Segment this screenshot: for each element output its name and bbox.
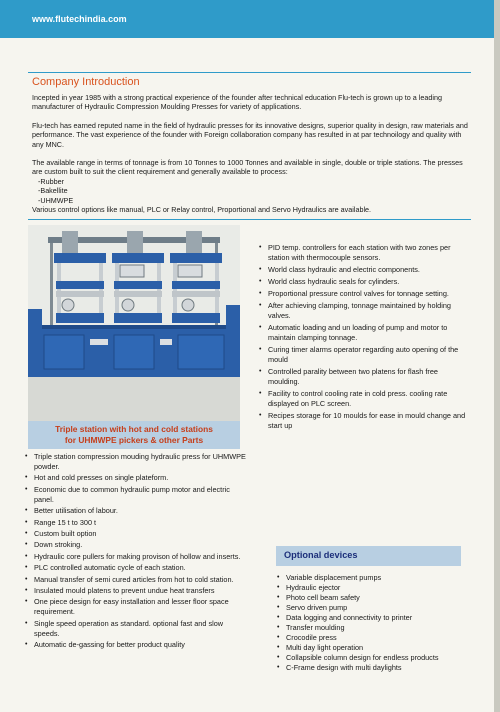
triple-station-press-image (28, 225, 240, 421)
list-item: • World class hydraulic and electric components. (259, 265, 420, 274)
list-item: • Down stroking. (25, 540, 83, 550)
intro-paragraph-2: Flu-tech has earned reputed name in the field of hydraulic presses for its innovative designs, superior quality in design, raw materials and performance. The vast experience of the founder with Foreign collaboration company has resulted in at par technoilogy and quality with any MNC. (32, 120, 468, 149)
bullet-icon: • (25, 598, 28, 606)
bullet-icon: • (259, 266, 262, 273)
list-item: • Economic due to common hydraulic pump motor and electric panel. (25, 484, 230, 504)
bullet-icon: • (259, 324, 262, 331)
bullet-icon: • (277, 624, 280, 631)
bullet-icon: • (25, 485, 28, 493)
bullet-icon: • (25, 619, 28, 627)
bullet-icon: • (25, 529, 28, 537)
bullet-icon: • (25, 453, 28, 460)
list-item: • Multi day light operation (277, 643, 364, 652)
list-item: • Facility to control cooling rate in cold press. cooling rate displayed on PLC screen. (259, 389, 448, 408)
right-feature-list (258, 243, 468, 433)
bullet-icon: • (25, 474, 28, 482)
material-uhmwpe: -UHMWPE (38, 195, 74, 205)
list-item: • PLC controlled automatic cycle of each station. (25, 563, 186, 573)
company-introduction (32, 76, 472, 214)
list-item: • Range 15 t to 300 t (25, 517, 97, 527)
list-item: • Insulated mould platens to prevent undue heat transfers (25, 585, 215, 595)
list-item: • Crocodile press (277, 633, 337, 642)
bullet-icon: • (259, 244, 262, 251)
bullet-icon: • (277, 604, 280, 611)
bullet-icon: • (25, 575, 28, 583)
list-item: • Data logging and connectivity to printer (277, 613, 413, 622)
bullet-icon: • (25, 518, 28, 526)
optional-devices-header (276, 546, 461, 566)
bullet-icon: • (277, 574, 280, 581)
caption-line-2: for UHMWPE pickers & other Parts (64, 435, 204, 445)
list-item: • Transfer moulding (277, 623, 345, 632)
bullet-icon: • (259, 302, 262, 309)
bullet-icon: • (277, 594, 280, 601)
list-item: • Hydraulic core pullers for making provison of hollow and inserts. (25, 551, 241, 561)
bullet-icon: • (25, 586, 28, 594)
bullet-icon: • (277, 644, 280, 651)
list-item: • Automatic loading and un loading of pump and motor to maintain clamping tonnage. (259, 323, 448, 342)
bullet-icon: • (25, 541, 28, 549)
machine-photo (28, 225, 240, 421)
optional-devices-title: Optional devices (284, 550, 358, 560)
bullet-icon: • (259, 278, 262, 285)
website-url[interactable]: www.flutechindia.com (32, 14, 127, 24)
list-item: • Hot and cold presses on single plateform. (25, 473, 169, 483)
intro-paragraph-1: Incepted in year 1985 with a strong practical experience of the founder after technical education Flu-tech is grown up to a leading manufacturer of Hydraulic Compression Moulding Presses for variety of applications. (32, 93, 442, 112)
intro-top-rule (28, 72, 471, 73)
list-item: • Photo cell beam safety (277, 593, 360, 602)
intro-paragraph-4: Various control options like manual, PLC or Relay control, Proportional and Servo Hydraulics are available. (32, 205, 372, 215)
list-item: • C-Frame design with multi daylights (277, 663, 402, 672)
list-item: • Automatic de-gassing for better product quality (25, 640, 185, 650)
bullet-icon: • (277, 584, 280, 591)
intro-bottom-rule (28, 219, 471, 220)
list-item: • Variable displacement pumps (277, 573, 382, 582)
bullet-icon: • (277, 664, 280, 671)
bullet-icon: • (25, 552, 28, 560)
side-stripe (494, 0, 500, 712)
optional-devices-list (276, 573, 476, 673)
list-item: • Custom built option (25, 528, 97, 538)
bullet-icon: • (277, 634, 280, 641)
list-item: • Recipes storage for 10 moulds for ease in mould change and start up (259, 411, 466, 430)
photo-caption (28, 421, 240, 449)
intro-paragraph-3: The available range in terms of tonnage is from 10 Tonnes to 1000 Tonnes and available in single, double or triple stations. The presses are custom built to suit the client requirement and generally available to process: (32, 158, 463, 177)
list-item: • Single speed operation as standard. optional fast and slow speeds. (25, 618, 224, 638)
list-item: • Triple station compression mouding hydraulic press for UHMWPE powder. (25, 452, 246, 471)
list-item: • Collapsible column design for endless products (277, 653, 439, 662)
bullet-icon: • (277, 614, 280, 621)
caption-line-1: Triple station with hot and cold stations (55, 424, 213, 434)
bullet-icon: • (259, 412, 262, 419)
list-item: • Manual transfer of semi cured articles from hot to cold station. (25, 574, 234, 584)
list-item: • After achieving clamping, tonnage maintained by holding valves. (259, 301, 451, 320)
bullet-icon: • (25, 564, 28, 572)
bullet-icon: • (277, 654, 280, 661)
bullet-icon: • (259, 368, 262, 375)
bullet-icon: • (259, 346, 262, 353)
bullet-icon: • (25, 507, 28, 515)
list-item: • Hydraulic ejector (277, 583, 341, 592)
left-feature-list (24, 452, 249, 651)
list-item: • World class hydraulic seals for cylinders. (259, 277, 400, 286)
list-item: • PID temp. controllers for each station with two zones per station with thermocouple sensors. (259, 243, 451, 262)
list-item: • One piece design for easy installation and lesser floor space requirement. (25, 597, 229, 617)
list-item: • Proportional pressure control valves for tonnage setting. (259, 289, 449, 298)
list-item: • Servo driven pump (277, 603, 348, 612)
material-rubber: -Rubber (38, 176, 64, 186)
bullet-icon: • (259, 390, 262, 397)
list-item: • Curing timer alarms operator regarding auto opening of the mould (259, 345, 459, 364)
list-item: • Controlled parality between two platens for flash free moulding. (259, 367, 438, 386)
intro-title: Company Introduction (32, 76, 140, 88)
bullet-icon: • (259, 290, 262, 297)
bullet-icon: • (25, 641, 28, 649)
material-bakellite: -Bakellite (38, 186, 68, 196)
list-item: • Better utilisation of labour. (25, 506, 118, 516)
